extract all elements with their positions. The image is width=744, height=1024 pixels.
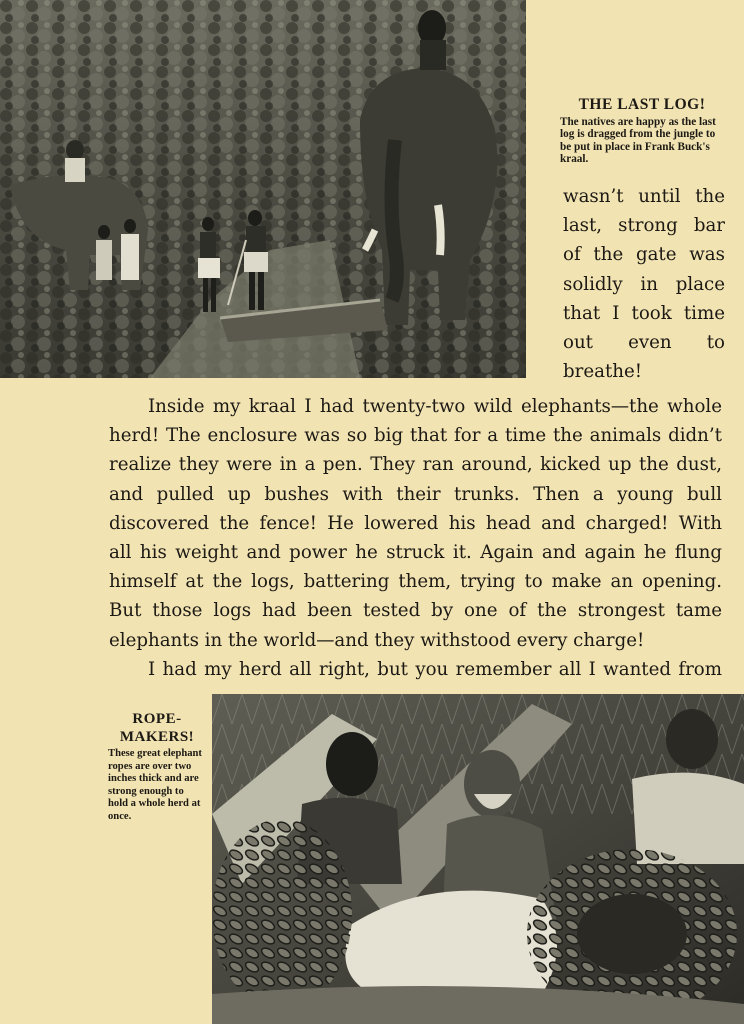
text-line: Inside my kraal I had twenty-two wild elephants—the whole	[148, 396, 722, 417]
caption-text: These great elephant ropes are over two inches thick and are strong enough to hold a whole herd at once.	[108, 748, 202, 822]
text-line: and pulled up bushes with their trunks. Then a young bull	[109, 483, 722, 505]
text-line: out even to	[563, 332, 725, 354]
text-line: all his weight and power he struck it. Again and again he flung	[109, 542, 722, 564]
caption-title	[108, 710, 206, 746]
caption-title: THE LAST LOG!	[578, 96, 706, 113]
text-line: I had my herd all right, but you remember all I wanted from	[148, 658, 722, 680]
text-line: herd! The enclosure was so big that for a time the animals didn’t	[109, 425, 722, 447]
caption-text: The natives are happy as the last log is dragged from the jungle to be put in place in Frank Buck's kraal.	[560, 116, 716, 166]
text-line: of the gate was	[563, 244, 725, 266]
main-body-text	[109, 392, 722, 684]
text-line: elephants in the world—and they withstood every charge!	[109, 629, 645, 651]
photo-rope-makers	[212, 694, 744, 1024]
text-line: solidly in place	[563, 273, 725, 295]
narrow-column-text	[563, 182, 725, 386]
caption-title-line: MAKERS!	[119, 729, 195, 745]
text-line: that I took time	[563, 302, 725, 324]
text-line: wasn’t until the	[563, 186, 725, 207]
text-line: last, strong bar	[563, 215, 725, 237]
text-line: breathe!	[563, 361, 643, 383]
text-line: But those logs had been tested by one of the strongest tame	[109, 600, 722, 622]
caption-rope-makers	[108, 710, 206, 824]
text-line: himself at the logs, battering them, trying to make an opening.	[109, 571, 722, 593]
text-line: realize they were in a pen. They ran around, kicked up the dust,	[109, 454, 722, 476]
photo-elephant-last-log	[0, 0, 526, 378]
caption-title-line: ROPE-	[132, 711, 182, 727]
caption-last-log	[560, 96, 724, 166]
text-line: discovered the fence! He lowered his head and charged! With	[109, 512, 722, 534]
